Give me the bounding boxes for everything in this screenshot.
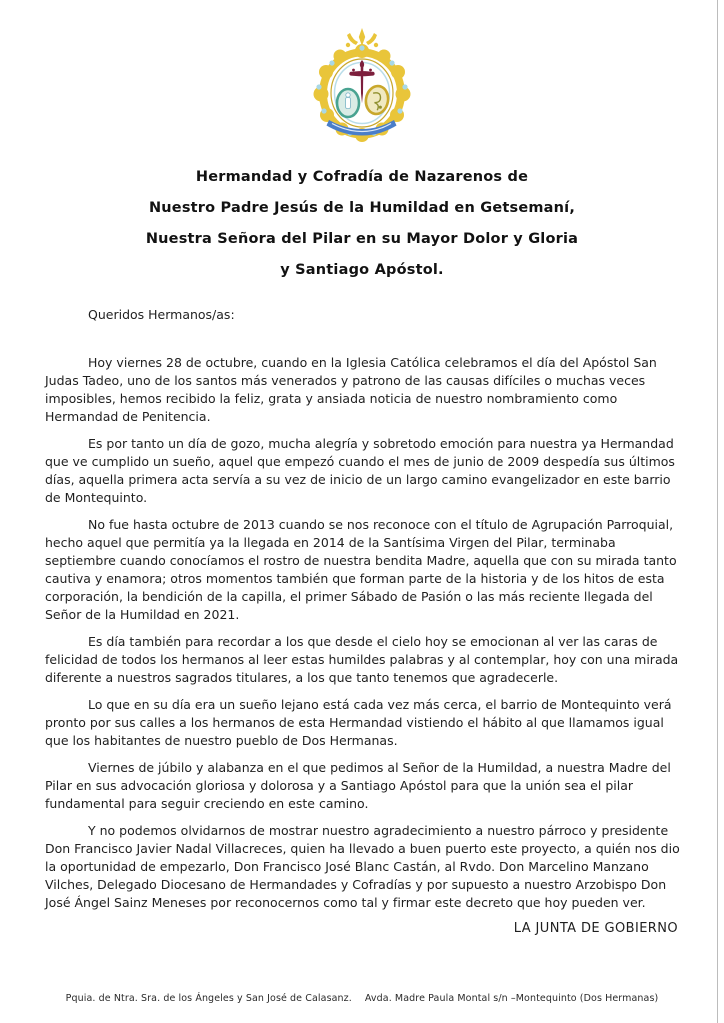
brotherhood-crest-icon (301, 27, 423, 143)
page-footer (0, 993, 724, 1004)
letter-title (0, 162, 724, 286)
letter-paragraph: Lo que en su día era un sueño lejano está cada vez más cerca, el barrio de Montequinto verá pronto por sus calles a los hermanos de esta Hermandad vistiendo el hábito al que llamamos igual que los habitantes de nuestro pueblo de Dos Hermanas. (45, 697, 672, 748)
letter-signature: LA JUNTA DE GOBIERNO (513, 921, 678, 936)
title-line-2: Nuestro Padre Jesús de la Humildad en Getsemaní, (148, 200, 576, 216)
letter-paragraph: Y no podemos olvidarnos de mostrar nuestro agradecimiento a nuestro párroco y presidente Don Francisco Javier Nadal Villacreces, quien ha llevado a buen puerto este proyecto, a quién nos dio la oportunidad de empezarlo, Don Francisco José Blanc Castán, al Rvdo. Don Marcelino Manzano Vilches, Delegado Diocesano de Hermandades y Cofradías y por supuesto a nuestro Arzobispo Don José Ángel Sainz Meneses por reconocernos como tal y firmar este decreto que hoy pueden ver. (45, 823, 680, 910)
letter-body (0, 306, 724, 936)
letter-paragraph: No fue hasta octubre de 2013 cuando se nos reconoce con el título de Agrupación Parroquial, hecho aquel que permitía ya la llegada en 2014 de la Santísima Virgen del Pilar, terminaba septiembre cuando conocíamos el rostro de nuestra bendita Madre, aquella que con su mirada tanto cautiva y enamora; otros momentos también que forman parte de la historia y de los hitos de esta corporación, la bendición de la capilla, el primer Sábado de Pasión o las más reciente llegada del Señor de la Humildad en 2021. (45, 517, 677, 622)
letter-paragraph: Es por tanto un día de gozo, mucha alegría y sobretodo emoción para nuestra ya Hermandad que ve cumplido un sueño, aquel que empezó cuando el mes de junio de 2009 despedía sus últimos días, aquella primera acta servía a su vez de inicio de un largo camino evangelizador en este barrio de Montequinto. (45, 436, 675, 505)
letter-greeting: Queridos Hermanos/as: (88, 307, 235, 322)
title-line-3: Nuestra Señora del Pilar en su Mayor Dolor y Gloria (145, 231, 579, 247)
emblem-container (0, 0, 724, 147)
title-line-1: Hermandad y Cofradía de Nazarenos de (195, 169, 529, 185)
letter-paragraph: Es día también para recordar a los que desde el cielo hoy se emocionan al ver las caras de felicidad de todos los hermanos al leer estas humildes palabras y al contemplar, hoy con una mirada diferente a nuestros sagrados titulares, a los que tanto tenemos que agradecerle. (45, 634, 679, 685)
scan-page-edge-line (717, 0, 718, 1023)
crest-left-medallion (337, 89, 359, 117)
letter-paragraph: Hoy viernes 28 de octubre, cuando en la Iglesia Católica celebramos el día del Apóstol San Judas Tadeo, uno de los santos más venerados y patrono de las causas difíciles o muchas veces imposibles, hemos recibido la feliz, grata y ansiada noticia de nuestro nombramiento como Hermandad de Penitencia. (45, 355, 657, 424)
letter-paragraph: Viernes de júbilo y alabanza en el que pedimos al Señor de la Humildad, a nuestra Madre del Pilar en sus advocación gloriosa y dolorosa y a Santiago Apóstol para que la unión sea el pilar fundamental para seguir creciendo en este camino. (45, 760, 671, 811)
title-line-4: y Santiago Apóstol. (280, 262, 444, 278)
footer-parish-name: Pquia. de Ntra. Sra. de los Ángeles y San José de Calasanz. (65, 993, 352, 1004)
footer-address: Avda. Madre Paula Montal s/n –Montequinto (Dos Hermanas) (364, 993, 659, 1004)
